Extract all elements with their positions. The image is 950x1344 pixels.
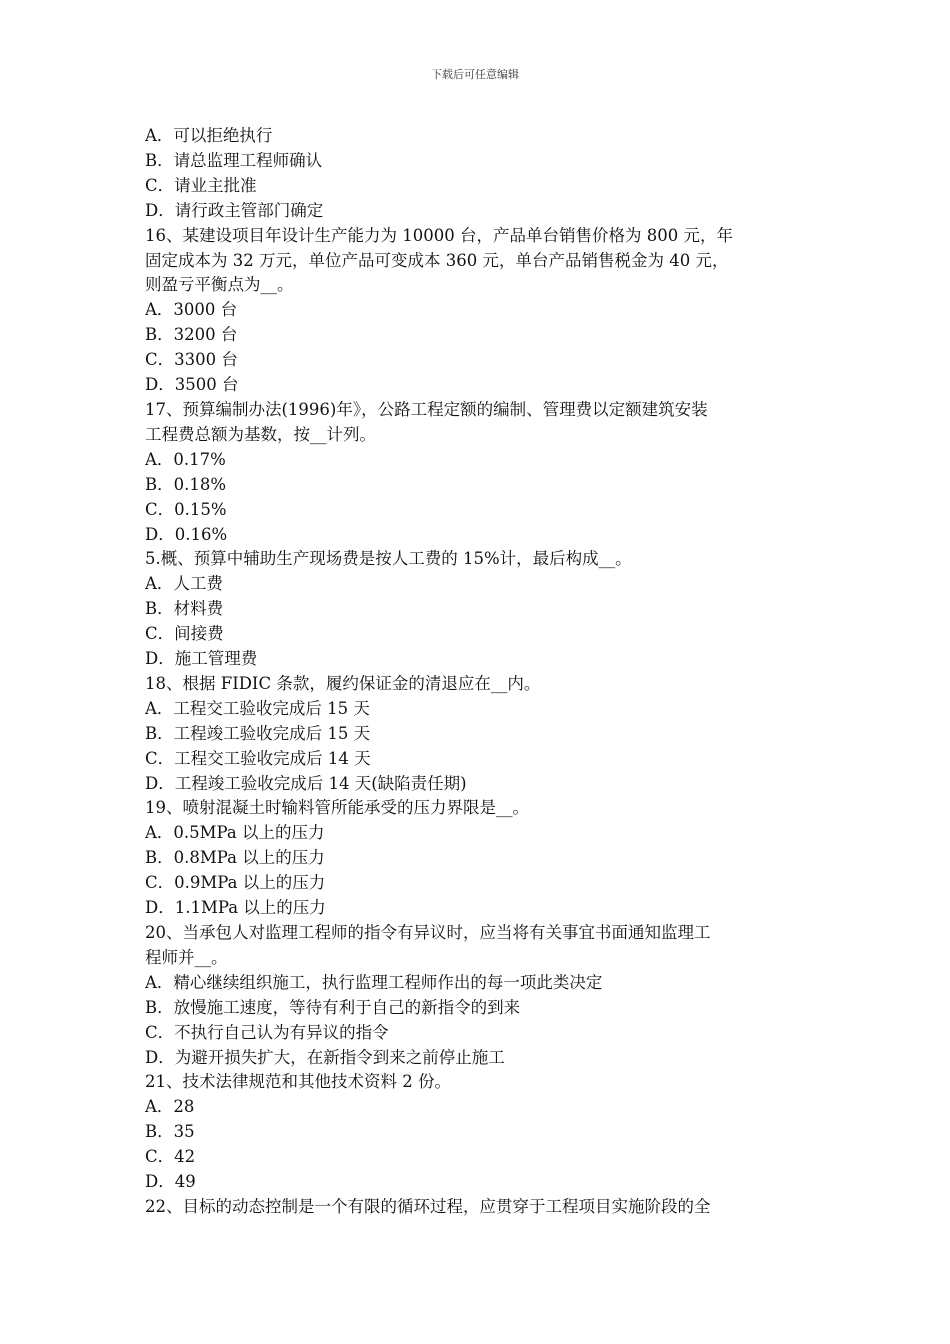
text-line: C．0.9MPa 以上的压力 bbox=[145, 873, 326, 893]
text-line: C．间接费 bbox=[145, 624, 224, 644]
text-line: B．35 bbox=[145, 1122, 195, 1142]
text-line: D．工程竣工验收完成后 14 天(缺陷责任期) bbox=[145, 773, 467, 793]
text-line: 17、预算编制办法(1996)年》，公路工程定额的编制、管理费以定额建筑安装 bbox=[145, 399, 708, 419]
text-line: 5.概、预算中辅助生产现场费是按人工费的 15%计，最后构成__。 bbox=[145, 549, 632, 569]
text-line: C．42 bbox=[145, 1147, 196, 1167]
text-line: 21、技术法律规范和其他技术资料 2 份。 bbox=[145, 1072, 451, 1092]
text-line: B．0.18% bbox=[145, 474, 227, 494]
text-line: D．1.1MPa 以上的压力 bbox=[145, 898, 326, 918]
text-line: C．0.15% bbox=[145, 499, 227, 519]
text-line: B．0.8MPa 以上的压力 bbox=[145, 848, 325, 868]
document-body bbox=[145, 124, 810, 1220]
text-line: A．0.17% bbox=[145, 449, 226, 469]
text-line: D．0.16% bbox=[145, 524, 228, 544]
text-line: B．请总监理工程师确认 bbox=[145, 150, 323, 170]
text-line: 18、根据 FIDIC 条款，履约保证金的清退应在__内。 bbox=[145, 673, 541, 693]
text-line: B．工程竣工验收完成后 15 天 bbox=[145, 723, 371, 743]
text-line: D．施工管理费 bbox=[145, 649, 258, 669]
text-line: A．工程交工验收完成后 15 天 bbox=[145, 698, 370, 718]
text-line: A．0.5MPa 以上的压力 bbox=[145, 823, 325, 843]
text-line: D．请行政主管部门确定 bbox=[145, 200, 324, 220]
text-line: A．精心继续组织施工，执行监理工程师作出的每一项此类决定 bbox=[145, 972, 603, 992]
text-line: B．3200 台 bbox=[145, 325, 238, 345]
text-line: 固定成本为 32 万元，单位产品可变成本 360 元，单台产品销售税金为 40 元， bbox=[145, 250, 729, 270]
text-line: C．不执行自己认为有异议的指令 bbox=[145, 1022, 389, 1042]
text-line: C．工程交工验收完成后 14 天 bbox=[145, 748, 371, 768]
text-line: C．请业主批准 bbox=[145, 175, 257, 195]
text-line: 19、喷射混凝土时输料管所能承受的压力界限是__。 bbox=[145, 798, 529, 818]
text-line: D．为避开损失扩大，在新指令到来之前停止施工 bbox=[145, 1047, 505, 1067]
page-header: 下载后可任意编辑 bbox=[431, 68, 519, 81]
text-line: B．材料费 bbox=[145, 599, 224, 619]
text-line: 程师并__。 bbox=[145, 947, 228, 967]
text-line: 16、某建设项目年设计生产能力为 10000 台，产品单台销售价格为 800 元，年 bbox=[145, 225, 733, 245]
text-line: C．3300 台 bbox=[145, 350, 238, 370]
text-line: A．可以拒绝执行 bbox=[145, 126, 273, 145]
text-line: A．3000 台 bbox=[145, 300, 238, 320]
text-line: D．49 bbox=[145, 1172, 196, 1192]
text-line: A．28 bbox=[145, 1097, 195, 1117]
text-line: D．3500 台 bbox=[145, 375, 239, 395]
text-line: 20、当承包人对监理工程师的指令有异议时，应当将有关事宜书面通知监理工 bbox=[145, 923, 711, 942]
text-line: 则盈亏平衡点为__。 bbox=[145, 275, 294, 295]
text-line: 工程费总额为基数，按__计列。 bbox=[145, 424, 376, 444]
text-line: B．放慢施工速度，等待有利于自己的新指令的到来 bbox=[145, 997, 521, 1017]
text-line: 22、目标的动态控制是一个有限的循环过程，应贯穿于工程项目实施阶段的全 bbox=[145, 1196, 711, 1216]
text-line: A．人工费 bbox=[145, 574, 223, 594]
